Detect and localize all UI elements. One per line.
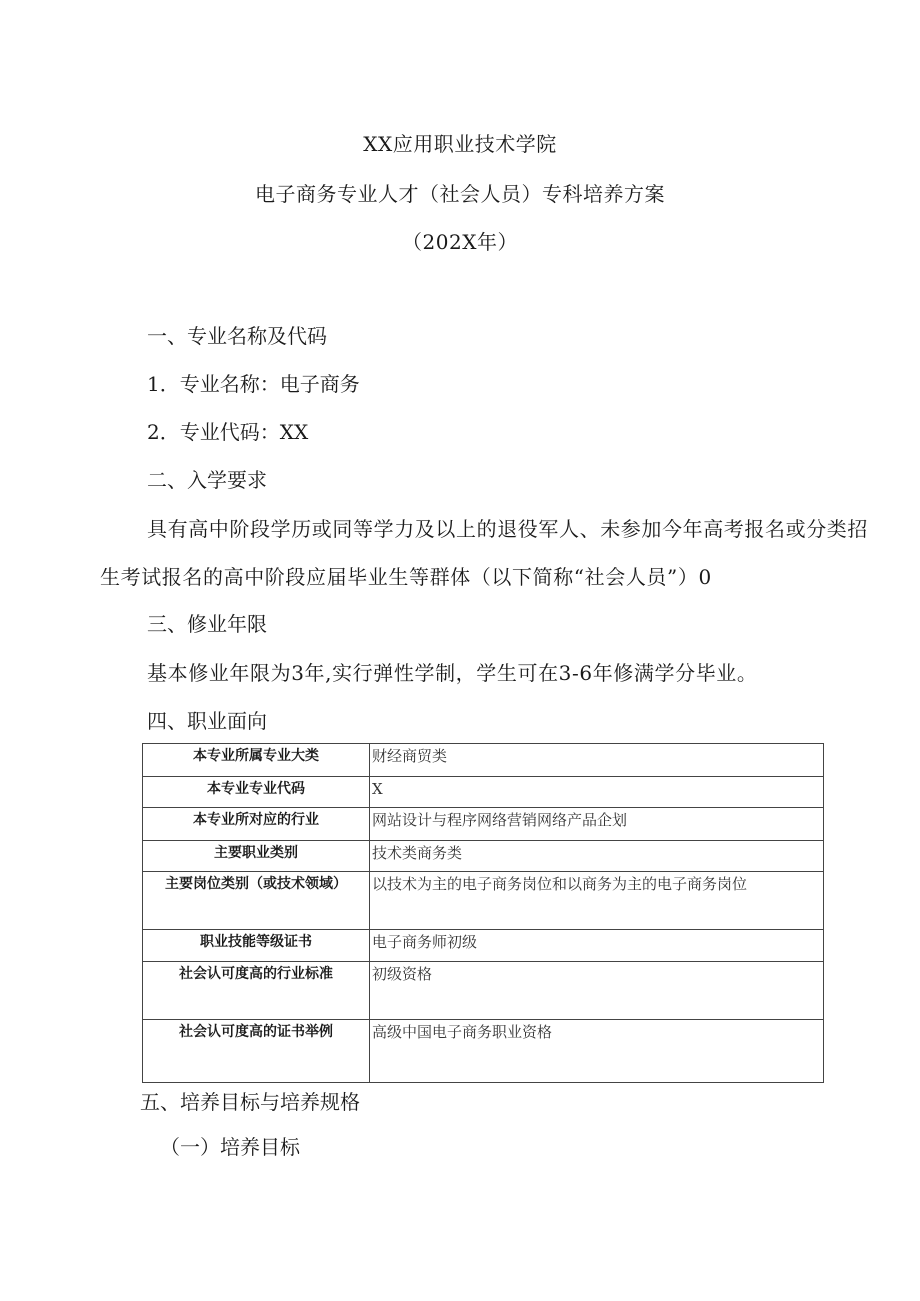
table-value: X [370,777,824,808]
table-row [143,1020,824,1083]
table-value: 以技术为主的电子商务岗位和以商务为主的电子商务岗位 [370,872,824,930]
table-value: 技术类商务类 [370,841,824,872]
admission-text-line2: 生考试报名的高中阶段应届毕业生等群体（以下简称“社会人员”）0 [100,565,712,589]
section-heading-duration: 三、修业年限 [147,612,267,636]
section-heading-goals: 五、培养目标与培养规格 [140,1090,360,1114]
admission-text-line1: 具有高中阶段学历或同等学力及以上的退役军人、未参加今年高考报名或分类招 [147,517,868,541]
career-table [142,743,824,1083]
major-name: 1．专业名称：电子商务 [147,372,360,396]
major-code: 2．专业代码：XX [147,420,309,444]
table-row [143,872,824,930]
section-heading-admission: 二、入学要求 [147,468,267,492]
subsection-goals: （一）培养目标 [160,1135,300,1159]
table-row [143,777,824,808]
table-key: 社会认可度高的行业标准 [143,962,370,1020]
duration-text: 基本修业年限为3年,实行弹性学制，学生可在3-6年修满学分毕业。 [147,661,758,685]
plan-title: 电子商务专业人才（社会人员）专科培养方案 [255,182,665,206]
section-heading-career: 四、职业面向 [147,709,267,733]
table-value: 财经商贸类 [370,744,824,777]
table-value: 网站设计与程序网络营销网络产品企划 [370,808,824,841]
table-row [143,962,824,1020]
plan-year: （202X年） [402,230,518,254]
section-heading-major: 一、专业名称及代码 [147,324,327,348]
table-row [143,744,824,777]
table-key: 本专业专业代码 [143,777,370,808]
table-value: 初级资格 [370,962,824,1020]
table-key: 职业技能等级证书 [143,930,370,962]
table-key: 本专业所对应的行业 [143,808,370,841]
table-value: 电子商务师初级 [370,930,824,962]
table-row [143,930,824,962]
school-name: XX应用职业技术学院 [363,132,557,156]
table-row [143,808,824,841]
table-key: 主要职业类别 [143,841,370,872]
table-key: 主要岗位类别（或技术领域） [143,872,370,930]
table-key: 社会认可度高的证书举例 [143,1020,370,1083]
table-row [143,841,824,872]
table-value: 高级中国电子商务职业资格 [370,1020,824,1083]
table-key: 本专业所属专业大类 [143,744,370,777]
